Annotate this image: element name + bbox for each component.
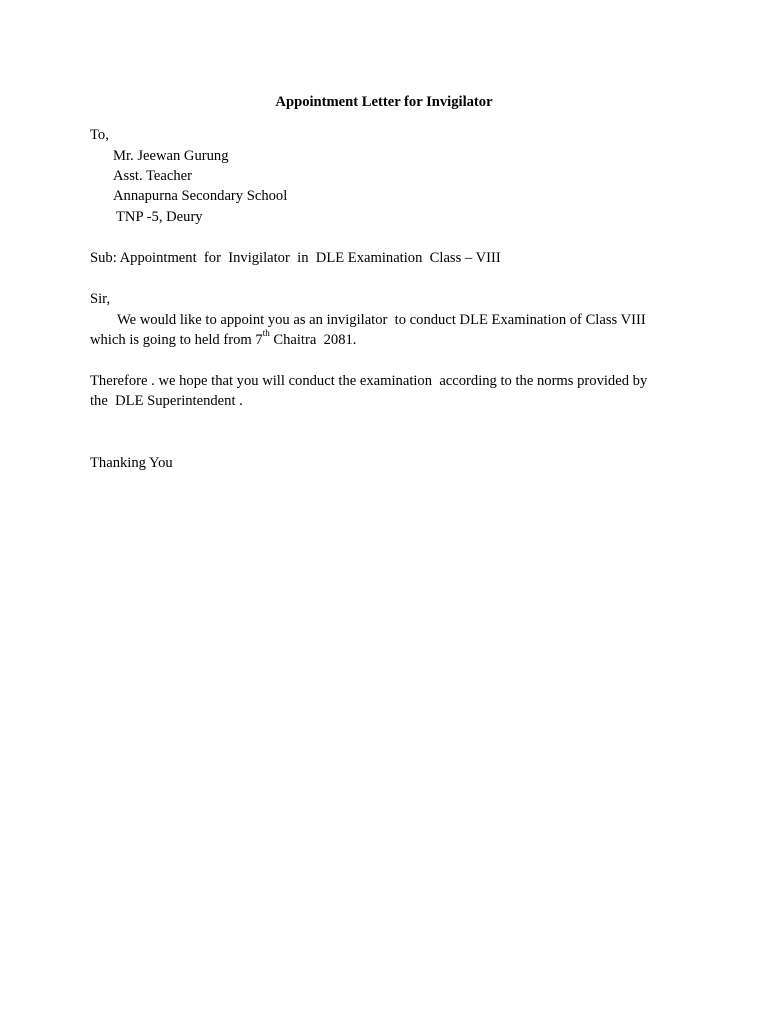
recipient-position: Asst. Teacher [113,168,192,184]
subject-line: Sub: Appointment for Invigilator in DLE Examination Class – VIII [90,250,501,266]
body-paragraph-2-line-2: the DLE Superintendent . [90,393,243,409]
recipient-name: Mr. Jeewan Gurung [113,148,229,164]
greeting: Sir, [90,291,111,307]
recipient-school: Annapurna Secondary School [113,188,288,204]
closing: Thanking You [90,455,173,471]
date-text-after: Chaitra 2081. [269,332,357,348]
body-paragraph-2-line-1: Therefore . we hope that you will conduct the examination according to the norms provided by [90,373,648,389]
letter-title: Appointment Letter for Invigilator [275,94,493,110]
body-paragraph-1-line-1: We would like to appoint you as an invigilator to conduct DLE Examination of Class VIII [117,312,646,328]
recipient-address: TNP -5, Deury [116,209,203,225]
to-label: To, [90,127,109,143]
date-text-before: which is going to held from 7 [90,332,263,348]
ordinal-suffix: th [262,328,270,339]
body-paragraph-1-line-2 [90,330,356,350]
